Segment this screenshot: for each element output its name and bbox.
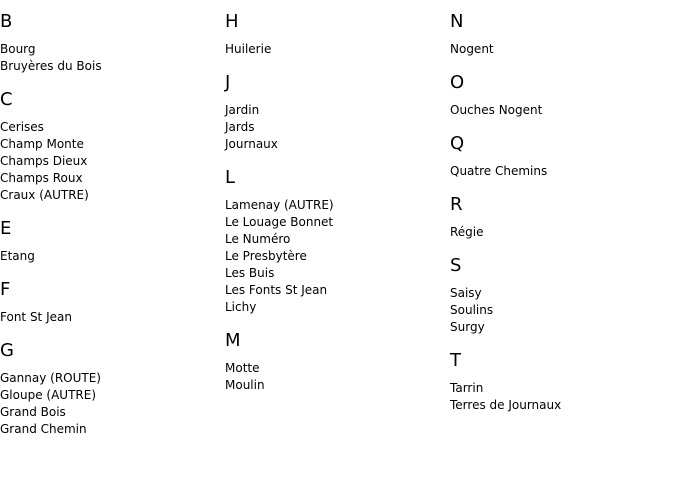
letter-group: [225, 330, 445, 394]
place-list: [225, 360, 445, 394]
place-link[interactable]: Saisy: [450, 286, 482, 300]
letter-heading: C: [0, 89, 13, 110]
letter-heading: T: [450, 350, 461, 371]
place-link[interactable]: Champs Roux: [0, 171, 83, 185]
place-link[interactable]: Terres de Journaux: [450, 398, 562, 412]
list-item: [0, 309, 220, 326]
place-link[interactable]: Soulins: [450, 303, 494, 317]
list-item: [225, 299, 445, 316]
list-item: [0, 119, 220, 136]
place-link[interactable]: Jardin: [225, 103, 260, 117]
letter-heading: H: [225, 11, 239, 32]
letter-heading: N: [450, 11, 464, 32]
place-link[interactable]: Grand Chemin: [0, 422, 87, 436]
place-list: [450, 163, 670, 180]
letter-heading: E: [0, 218, 12, 239]
letter-heading: M: [225, 330, 241, 351]
list-item: [225, 119, 445, 136]
place-link[interactable]: Bourg: [0, 42, 36, 56]
place-link[interactable]: Le Presbytère: [225, 249, 307, 263]
place-list: [225, 41, 445, 58]
place-list: [450, 224, 670, 241]
list-item: [225, 136, 445, 153]
list-item: [450, 380, 670, 397]
place-link[interactable]: Motte: [225, 361, 260, 375]
place-list: [0, 119, 220, 204]
letter-group: [450, 255, 670, 336]
place-link[interactable]: Champs Dieux: [0, 154, 88, 168]
place-list: [450, 285, 670, 336]
letter-group: [0, 11, 220, 75]
list-item: [450, 41, 670, 58]
place-link[interactable]: Journaux: [225, 137, 278, 151]
letter-group: [450, 194, 670, 241]
place-link[interactable]: Ouches Nogent: [450, 103, 543, 117]
list-item: [225, 197, 445, 214]
list-item: [0, 421, 220, 438]
place-list: [450, 102, 670, 119]
list-item: [0, 248, 220, 265]
letter-heading: S: [450, 255, 462, 276]
list-item: [225, 360, 445, 377]
list-item: [450, 163, 670, 180]
index-column-1: [0, 0, 220, 438]
place-link[interactable]: Nogent: [450, 42, 494, 56]
list-item: [450, 285, 670, 302]
letter-heading: B: [0, 11, 13, 32]
place-link[interactable]: Les Fonts St Jean: [225, 283, 328, 297]
letter-group: [0, 279, 220, 326]
list-item: [450, 102, 670, 119]
place-list: [0, 248, 220, 265]
letter-heading: O: [450, 72, 465, 93]
list-item: [225, 377, 445, 394]
list-item: [450, 397, 670, 414]
letter-heading: Q: [450, 133, 465, 154]
place-link[interactable]: Surgy: [450, 320, 485, 334]
place-link[interactable]: Tarrin: [450, 381, 484, 395]
place-list: [0, 41, 220, 75]
index-column-3: [450, 0, 670, 414]
letter-group: [225, 72, 445, 153]
list-item: [450, 319, 670, 336]
list-item: [225, 265, 445, 282]
list-item: [450, 302, 670, 319]
letter-heading: F: [0, 279, 11, 300]
place-link[interactable]: Lamenay (AUTRE): [225, 198, 334, 212]
place-link[interactable]: Régie: [450, 225, 484, 239]
list-item: [225, 41, 445, 58]
place-link[interactable]: Gloupe (AUTRE): [0, 388, 96, 402]
place-list: [225, 197, 445, 316]
letter-heading: G: [0, 340, 14, 361]
letter-heading: L: [225, 167, 236, 188]
letter-group: [450, 72, 670, 119]
list-item: [0, 58, 220, 75]
place-list: [450, 380, 670, 414]
place-list: [450, 41, 670, 58]
letter-group: [450, 133, 670, 180]
letter-group: [450, 11, 670, 58]
place-link[interactable]: Le Numéro: [225, 232, 291, 246]
place-link[interactable]: Lichy: [225, 300, 257, 314]
place-link[interactable]: Jards: [225, 120, 255, 134]
letter-group: [450, 350, 670, 414]
list-item: [225, 248, 445, 265]
letter-group: [225, 167, 445, 316]
place-link[interactable]: Moulin: [225, 378, 265, 392]
place-link[interactable]: Gannay (ROUTE): [0, 371, 101, 385]
list-item: [0, 370, 220, 387]
place-link[interactable]: Grand Bois: [0, 405, 66, 419]
place-list: [225, 102, 445, 153]
place-link[interactable]: Etang: [0, 249, 35, 263]
list-item: [450, 224, 670, 241]
list-item: [0, 387, 220, 404]
list-item: [0, 187, 220, 204]
list-item: [225, 102, 445, 119]
list-item: [0, 153, 220, 170]
list-item: [0, 136, 220, 153]
place-link[interactable]: Craux (AUTRE): [0, 188, 89, 202]
letter-heading: R: [450, 194, 463, 215]
place-link[interactable]: Quatre Chemins: [450, 164, 548, 178]
letter-group: [0, 218, 220, 265]
place-link[interactable]: Huilerie: [225, 42, 272, 56]
place-list: [0, 370, 220, 438]
index-column-2: [225, 0, 445, 394]
place-list: [0, 309, 220, 326]
place-link[interactable]: Bruyères du Bois: [0, 59, 102, 73]
list-item: [225, 231, 445, 248]
letter-group: [0, 89, 220, 204]
letter-heading: J: [225, 72, 231, 93]
place-link[interactable]: Le Louage Bonnet: [225, 215, 334, 229]
place-link[interactable]: Font St Jean: [0, 310, 72, 324]
list-item: [0, 170, 220, 187]
list-item: [0, 41, 220, 58]
letter-group: [0, 340, 220, 438]
place-link[interactable]: Cerises: [0, 120, 44, 134]
place-link[interactable]: Les Buis: [225, 266, 275, 280]
place-link[interactable]: Champ Monte: [0, 137, 84, 151]
letter-group: [225, 11, 445, 58]
list-item: [0, 404, 220, 421]
list-item: [225, 214, 445, 231]
list-item: [225, 282, 445, 299]
